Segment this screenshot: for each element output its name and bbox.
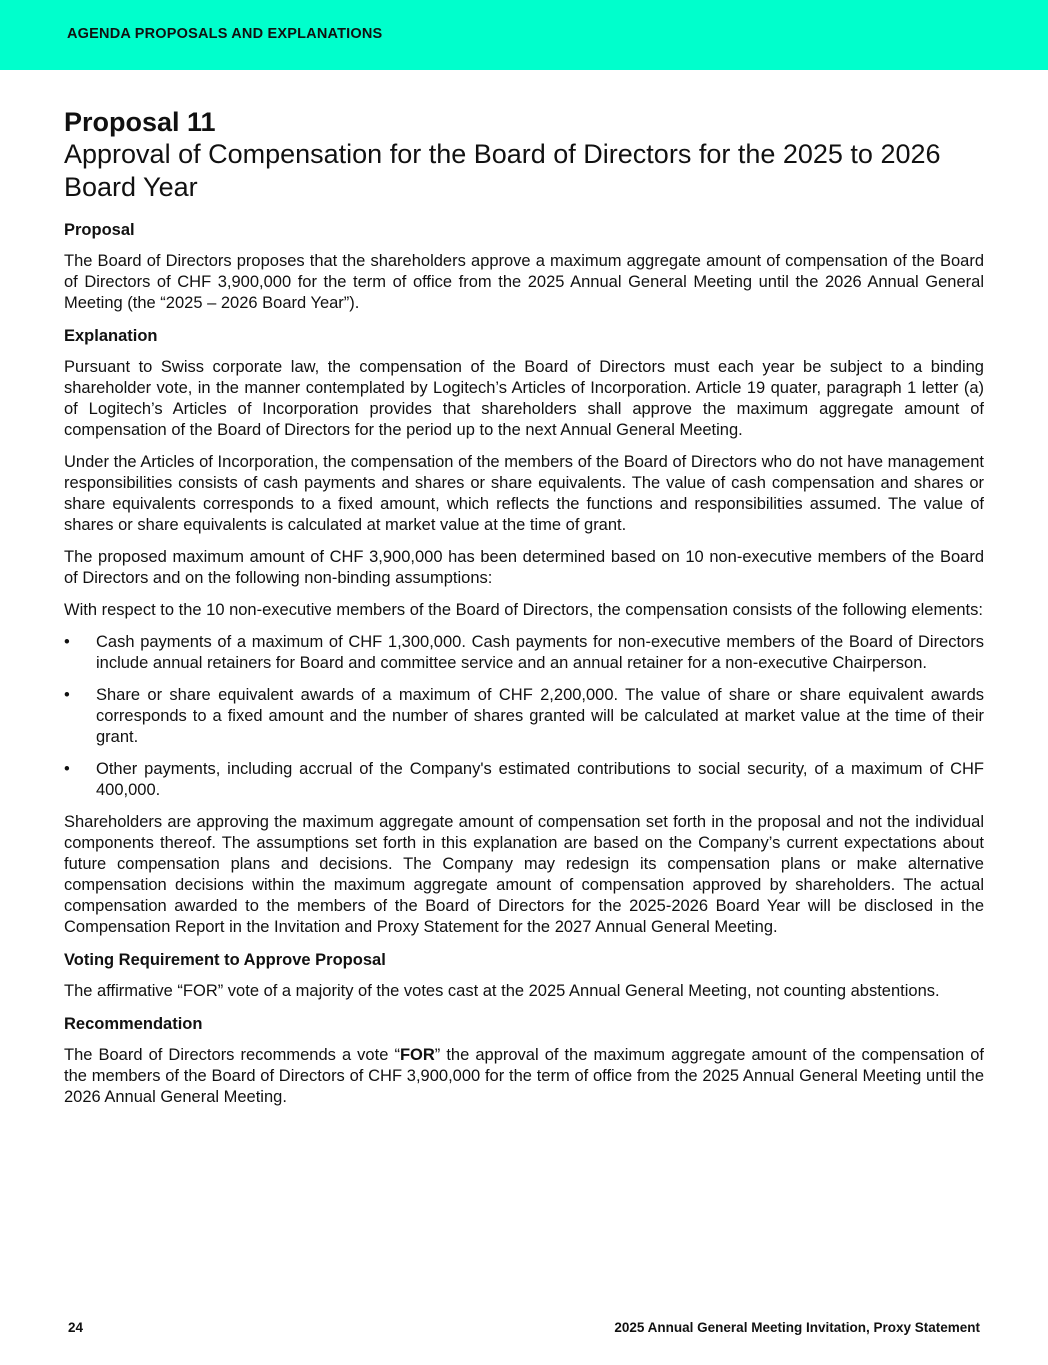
voting-requirement-heading: Voting Requirement to Approve Proposal xyxy=(64,951,386,969)
footer-page-number: 24 xyxy=(68,1320,84,1335)
recommendation-for-emphasis: FOR xyxy=(399,1046,435,1064)
bullet-text-shares: Share or share equivalent awards of a maximum of CHF 2,200,000. The value of share or share equivalent awards corresponds to a fixed amount and the number of shares granted will be calculated at market value at the time of their grant. xyxy=(96,686,984,746)
bullet-text-other: Other payments, including accrual of the Company's estimated contributions to social security, of a maximum of CHF 400,000. xyxy=(96,760,984,799)
footer-document-title: 2025 Annual General Meeting Invitation, Proxy Statement xyxy=(614,1320,980,1335)
explanation-paragraph-1: Pursuant to Swiss corporate law, the compensation of the Board of Directors must each year be subject to a binding shareholder vote, in the manner contemplated by Logitech’s Articles of Incorporation. Article 19 quater, paragraph 1 letter (a) of Logitech’s Articles of Incorporation provides that shareholders shall approve the maximum aggregate amount of compensation of the Board of Directors for the period up to the next Annual General Meeting. xyxy=(64,358,984,439)
section-header-label: AGENDA PROPOSALS AND EXPLANATIONS xyxy=(67,26,383,42)
bullet-icon: • xyxy=(64,633,70,651)
explanation-paragraph-5: Shareholders are approving the maximum aggregate amount of compensation set forth in the proposal and not the individual components thereof. The assumptions set forth in this explanation are based on the Company’s current expectations about future compensation plans and decisions. The Company may redesign its compensation plans or make alternative compensation decisions within the maximum aggregate amount of compensation approved by shareholders. The actual compensation awarded to the members of the Board of Directors for the 2025-2026 Board Year will be disclosed in the Compensation Report in the Invitation and Proxy Statement for the 2027 Annual General Meeting. xyxy=(64,813,984,936)
header-band xyxy=(0,0,1048,70)
proposal-paragraph: The Board of Directors proposes that the shareholders approve a maximum aggregate amount of compensation of the Board of Directors of CHF 3,900,000 for the term of office from the 2025 Annual General Meeting until the 2026 Annual General Meeting (the “2025 – 2026 Board Year”). xyxy=(64,252,984,312)
proposal-heading: Proposal xyxy=(64,221,135,239)
recommendation-text-start: The Board of Directors recommends a vote “ xyxy=(64,1046,400,1064)
bullet-icon: • xyxy=(64,686,70,704)
list-item xyxy=(64,632,984,674)
recommendation-text-end: ” the approval of the maximum aggregate amount of the compensation of the members of the Board of Directors of CHF 3,900,000 for the term of office from the 2025 Annual General Meeting until the 2026 Annual General Meeting. xyxy=(64,1046,984,1106)
proposal-number: Proposal 11 xyxy=(64,107,216,137)
page-content xyxy=(64,106,984,1119)
compensation-elements-list xyxy=(64,632,984,801)
voting-requirement-paragraph: The affirmative “FOR” vote of a majority of the votes cast at the 2025 Annual General Meeting, not counting abstentions. xyxy=(64,982,940,1000)
recommendation-paragraph xyxy=(64,1045,984,1108)
recommendation-heading: Recommendation xyxy=(64,1015,203,1033)
bullet-text-cash: Cash payments of a maximum of CHF 1,300,000. Cash payments for non-executive members of the Board of Directors include annual retainers for Board and committee service and an annual retainer for a non-executive Chairperson. xyxy=(96,633,984,672)
list-item xyxy=(64,685,984,748)
explanation-paragraph-3: The proposed maximum amount of CHF 3,900,000 has been determined based on 10 non-executive members of the Board of Directors and on the following non-binding assumptions: xyxy=(64,548,984,587)
explanation-heading: Explanation xyxy=(64,327,158,345)
explanation-paragraph-2: Under the Articles of Incorporation, the compensation of the members of the Board of Directors who do not have management responsibilities consists of cash payments and shares or share equivalents. The value of cash compensation and shares or share equivalents corresponds to a fixed amount, which reflects the functions and responsibilities assumed. The value of shares or share equivalents is calculated at market value at the time of grant. xyxy=(64,453,984,534)
explanation-paragraph-4: With respect to the 10 non-executive members of the Board of Directors, the compensation consists of the following elements: xyxy=(64,601,983,619)
proposal-title: Approval of Compensation for the Board of Directors for the 2025 to 2026 Board Year xyxy=(64,139,941,202)
list-item xyxy=(64,759,984,801)
bullet-icon: • xyxy=(64,760,70,778)
